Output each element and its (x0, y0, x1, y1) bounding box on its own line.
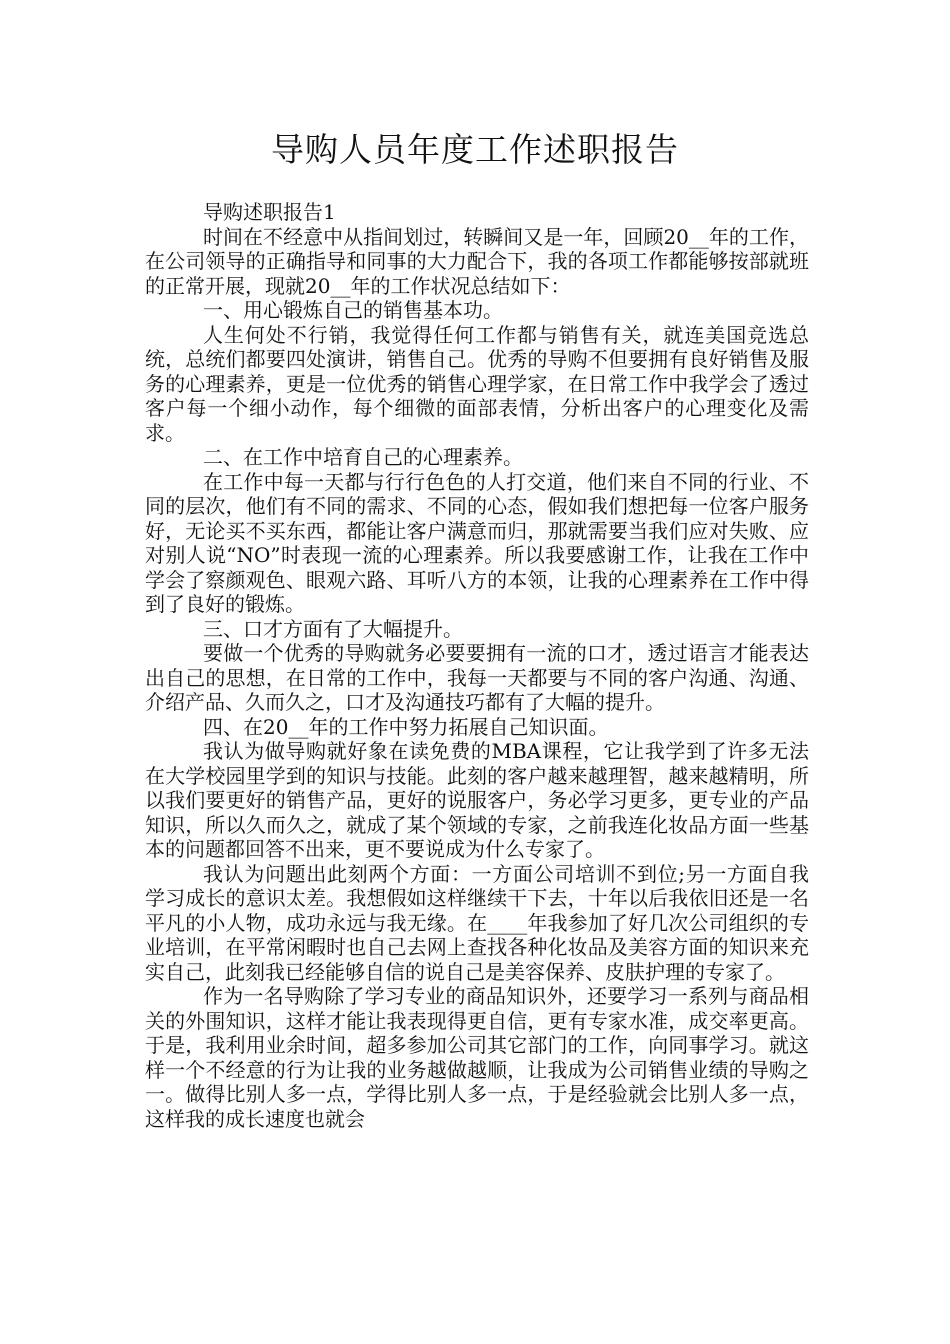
section-heading: 一、用心锻炼自己的销售基本功。 (203, 298, 503, 322)
paragraph: 在工作中每一天都与行行色色的人打交道，他们来自不同的行业、不同的层次，他们有不同的需求、不同的心态，假如我们想把每一位客户服务好，无论买不买东西，都能让客户满意而归，那就需要当我们应对失败、应对别人说“NO”时表现一流的心理素养。所以我要感谢工作，让我在工作中学会了察颜观色、眼观六路、耳听八方的本领，让我的心理素养在工作中得到了良好的锻炼。 (145, 469, 809, 616)
paragraph: 作为一名导购除了学习专业的商品知识外，还要学习一系列与商品相关的外围知识，这样才能让我表现得更自信，更有专家水准，成交率更高。于是，我利用业余时间，超多参加公司其它部门的工作，向同事学习。就这样一个不经意的行为让我的业务越做越顺，让我成为公司销售业绩的导购之一。做得比别人多一点，学得比别人多一点，于是经验就会比别人多一点，这样我的成长速度也就会 (145, 984, 809, 1131)
paragraph: 人生何处不行销，我觉得任何工作都与销售有关，就连美国竞选总统，总统们都要四处演讲，销售自己。优秀的导购不但要拥有良好销售及服务的心理素养，更是一位优秀的销售心理学家，在日常工作中我学会了透过客户每一个细小动作，每个细微的面部表情，分析出客户的心理变化及需求。 (145, 322, 809, 445)
paragraph: 我认为做导购就好象在读免费的MBA课程，它让我学到了许多无法在大学校园里学到的知识与技能。此刻的客户越来越理智，越来越精明，所以我们要更好的销售产品，更好的说服客户，务必学习更多，更专业的产品知识，所以久而久之，就成了某个领域的专家，之前我连化妆品方面一些基本的问题都回答不出来，更不要说成为什么专家了。 (145, 739, 809, 861)
paragraph: 要做一个优秀的导购就务必要要拥有一流的口才，透过语言才能表达出自己的思想，在日常的工作中，我每一天都要与不同的客户沟通、沟通、介绍产品、久而久之，口才及沟通技巧都有了大幅的提升。 (145, 641, 809, 714)
paragraph: 我认为问题出此刻两个方面：一方面公司培训不到位;另一方面自我学习成长的意识太差。我想假如这样继续干下去，十年以后我依旧还是一名平凡的小人物，成功永远与我无缘。在____年我参加了好几次公司组织的专业培训，在平常闲暇时也自己去网上查找各种化妆品及美容方面的知识来充实自己，此刻我已经能够自信的说自己是美容保养、皮肤护理的专家了。 (145, 861, 809, 984)
document-title: 导购人员年度工作述职报告 (271, 130, 679, 169)
document-body (145, 200, 809, 1131)
section-heading: 三、口才方面有了大幅提升。 (203, 616, 463, 641)
section-heading: 导购述职报告1 (203, 200, 336, 224)
section-heading: 二、在工作中培育自己的心理素养。 (203, 445, 523, 469)
section-heading: 四、在20__年的工作中努力拓展自己知识面。 (203, 714, 609, 739)
paragraph: 时间在不经意中从指间划过，转瞬间又是一年，回顾20__年的工作，在公司领导的正确指导和同事的大力配合下，我的各项工作都能够按部就班的正常开展，现就20__年的工作状况总结如下： (145, 224, 809, 298)
